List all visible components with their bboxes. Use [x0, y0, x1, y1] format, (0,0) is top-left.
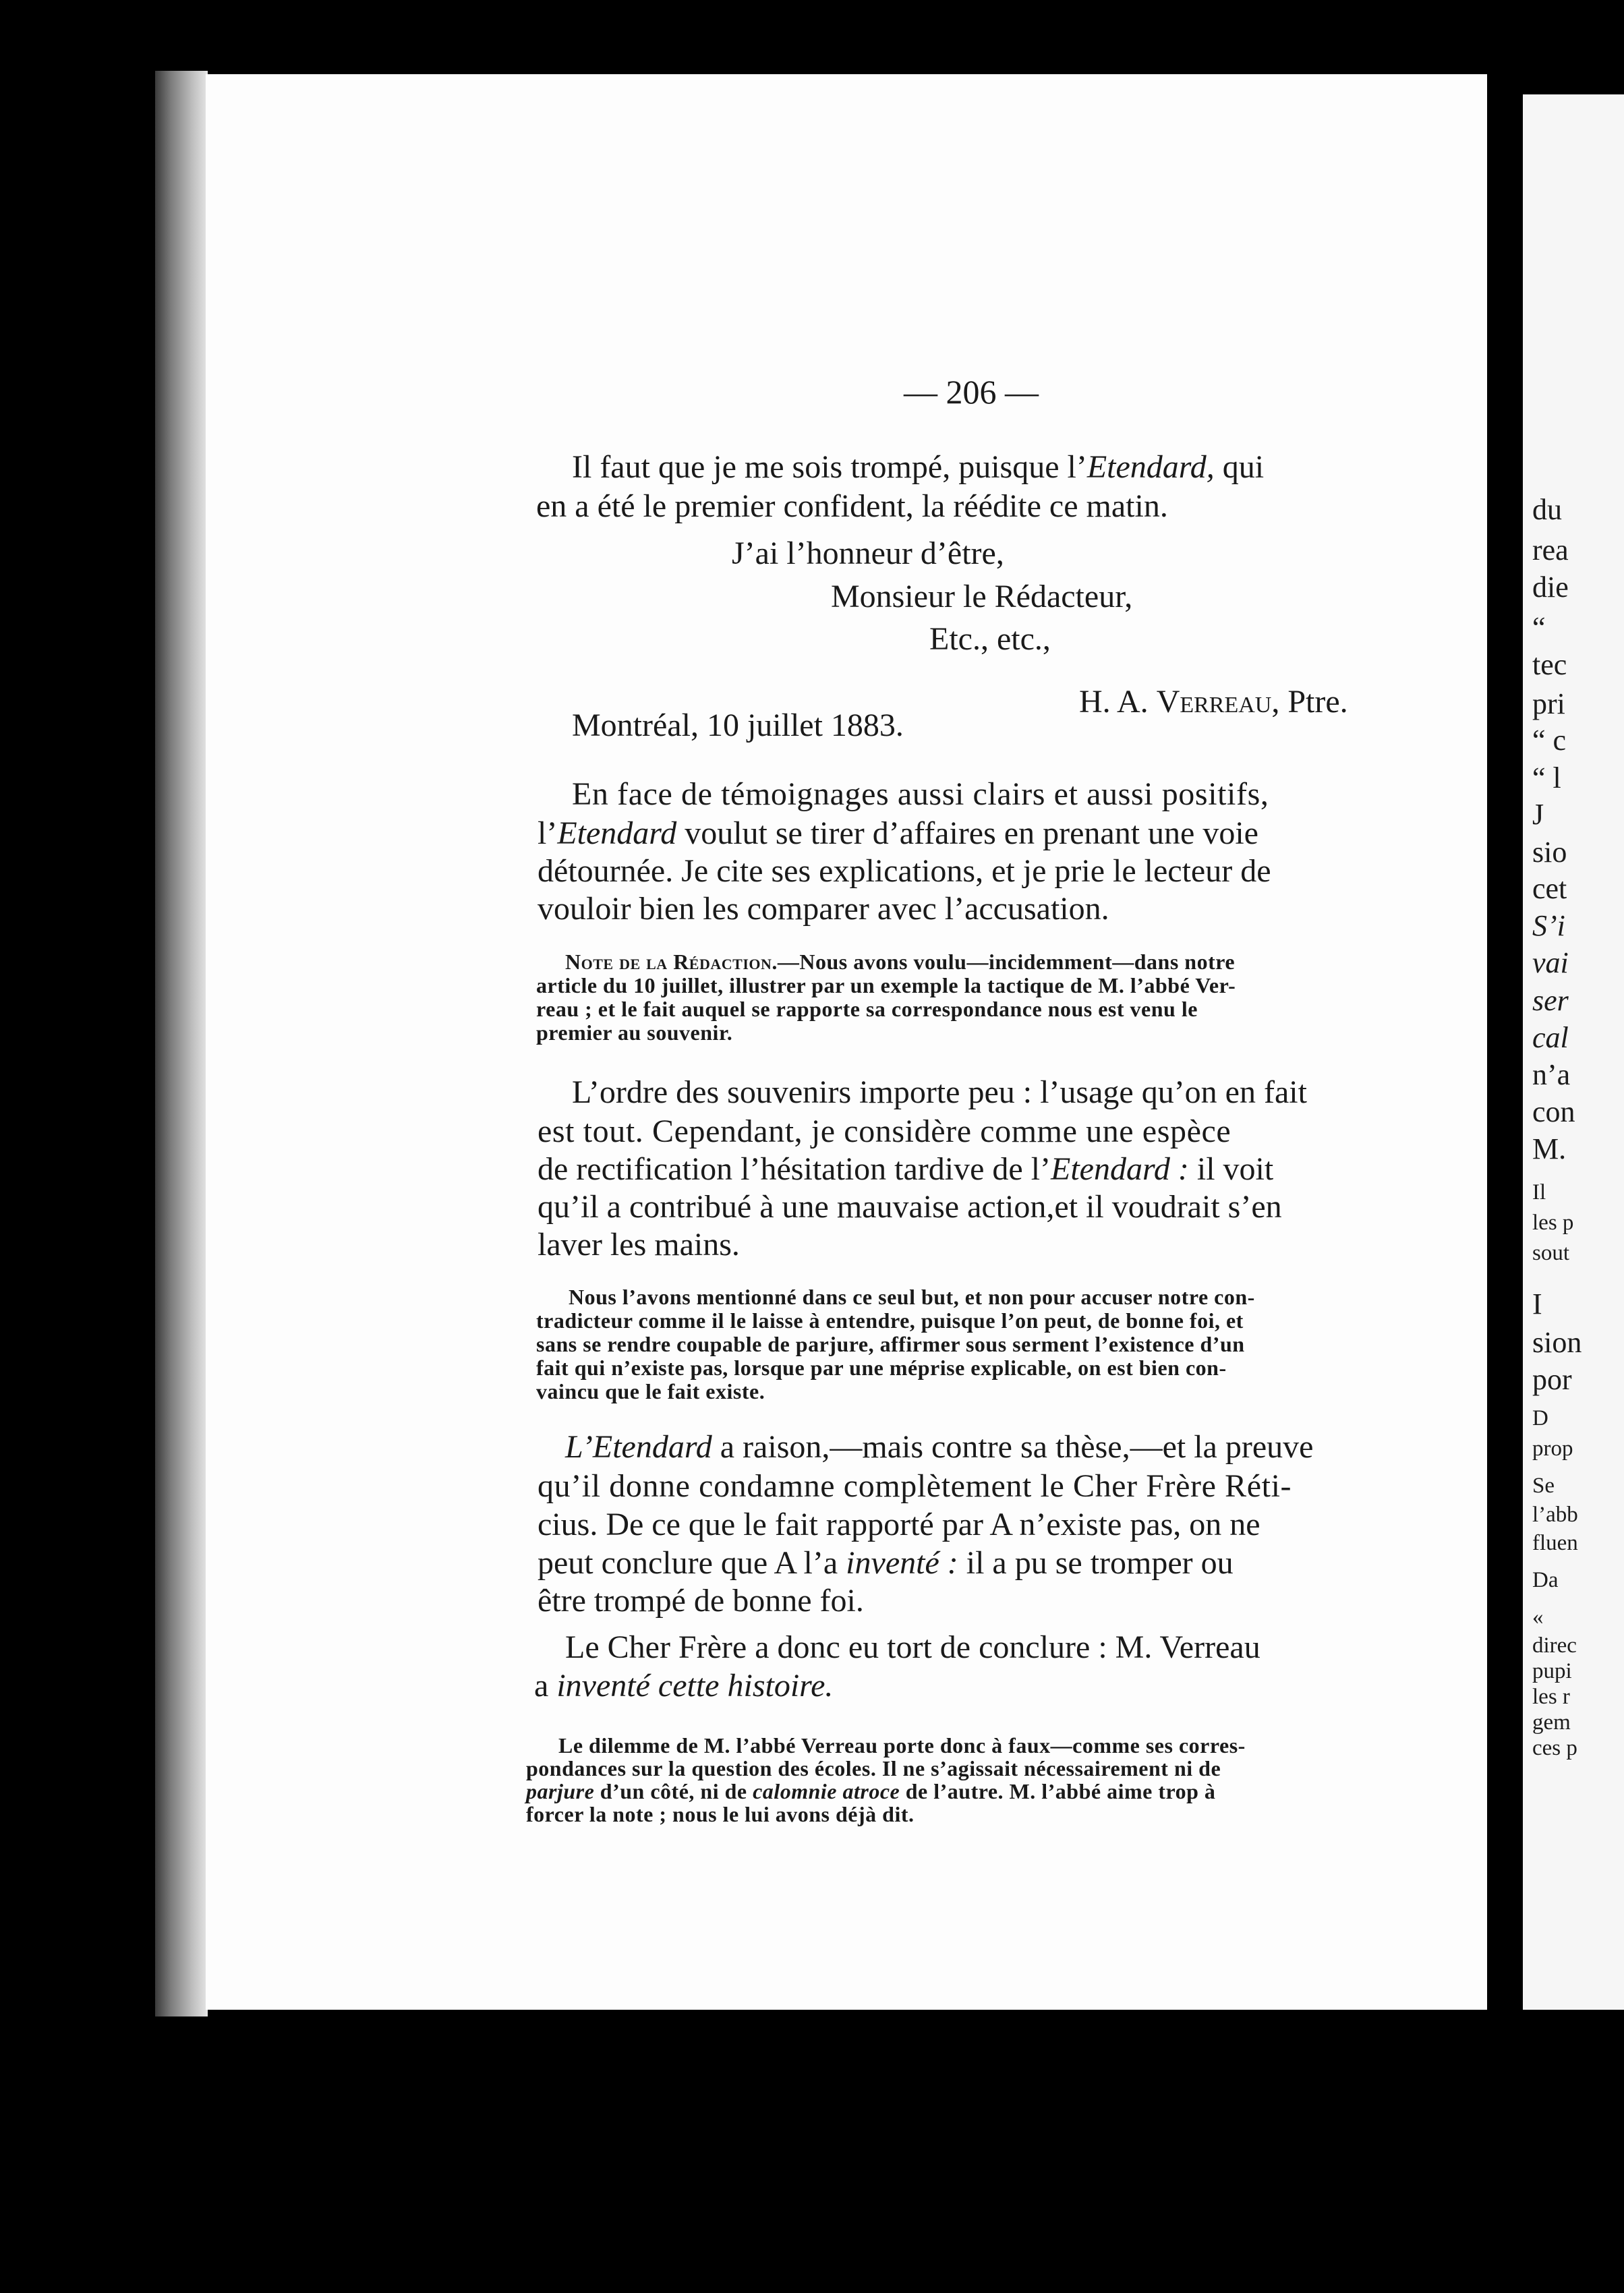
- salutation-line: Monsieur le Rédacteur,: [831, 579, 1133, 614]
- note-line: Note de la Rédaction.—Nous avons voulu—incidemment—dans notre: [565, 950, 1236, 974]
- note-line: reau ; et le fait auquel se rapporte sa correspondance nous est venu le: [536, 997, 1198, 1021]
- facing-page-fragment: S’i: [1532, 909, 1565, 942]
- note-line: fait qui n’existe pas, lorsque par une méprise explicable, on est bien con-: [536, 1356, 1227, 1380]
- text-line: L’ordre des souvenirs importe peu : l’usage qu’on en fait: [572, 1074, 1307, 1110]
- facing-page-fragment: gem: [1532, 1710, 1571, 1735]
- facing-page-fragment: Da: [1532, 1568, 1559, 1592]
- facing-page-fragment: cet: [1532, 872, 1567, 905]
- page-number: — 206 —: [904, 373, 1039, 411]
- page-binding-edge: [155, 71, 208, 2016]
- facing-page-fragment: cal: [1532, 1021, 1569, 1054]
- document-page: [206, 74, 1487, 2010]
- facing-page-fragment: pupi: [1532, 1659, 1572, 1683]
- facing-page-fragment: I: [1532, 1287, 1542, 1320]
- salutation-line: J’ai l’honneur d’être,: [732, 535, 1004, 571]
- text-line: a inventé cette histoire.: [534, 1668, 834, 1704]
- facing-page-fragment: prop: [1532, 1436, 1573, 1461]
- note-line: Nous l’avons mentionné dans ce seul but, et non pour accuser notre con-: [569, 1285, 1255, 1309]
- text-line: qu’il donne condamne complètement le Cher Frère Réti-: [538, 1468, 1292, 1504]
- note-line: vaincu que le fait existe.: [536, 1379, 765, 1403]
- salutation-line: Etc., etc.,: [929, 621, 1051, 657]
- facing-page-fragment: D: [1532, 1406, 1548, 1430]
- facing-page-fragment: “: [1532, 611, 1546, 644]
- note-line: Le dilemme de M. l’abbé Verreau porte donc à faux—comme ses corres-: [558, 1733, 1246, 1758]
- text-line: détournée. Je cite ses explications, et je prie le lecteur de: [538, 853, 1271, 889]
- note-line: parjure d’un côté, ni de calomnie atroce de l’autre. M. l’abbé aime trop à: [526, 1779, 1216, 1803]
- text-line: vouloir bien les comparer avec l’accusation.: [538, 891, 1109, 927]
- facing-page-fragment: l’abb: [1532, 1503, 1578, 1527]
- facing-page-fragment: tec: [1532, 648, 1567, 681]
- text-line: Le Cher Frère a donc eu tort de conclure : M. Verreau: [565, 1629, 1260, 1665]
- text-line: qu’il a contribué à une mauvaise action,et il voudrait s’en: [538, 1189, 1282, 1225]
- text-line: en a été le premier confident, la réédite ce matin.: [536, 488, 1168, 524]
- facing-page-fragment: Se: [1532, 1474, 1555, 1498]
- text-line: Il faut que je me sois trompé, puisque l’Etendard, qui: [572, 449, 1265, 485]
- note-line: pondances sur la question des écoles. Il ne s’agissait nécessairement ni de: [526, 1756, 1221, 1780]
- text-line: peut conclure que A l’a inventé : il a pu se tromper ou: [538, 1545, 1234, 1581]
- facing-page: [1523, 94, 1624, 2010]
- facing-page-fragment: Il: [1532, 1180, 1546, 1204]
- facing-page-fragment: sout: [1532, 1241, 1570, 1265]
- text-line: être trompé de bonne foi.: [538, 1583, 864, 1619]
- text-line: de rectification l’hésitation tardive de l’Etendard : il voit: [538, 1151, 1274, 1187]
- text-line: l’Etendard voulut se tirer d’affaires en prenant une voie: [538, 815, 1258, 851]
- signature: H. A. Verreau, Ptre.: [1079, 684, 1348, 720]
- facing-page-fragment: «: [1532, 1605, 1544, 1629]
- facing-page-fragment: ces p: [1532, 1736, 1577, 1760]
- facing-page-fragment: J: [1532, 798, 1544, 831]
- facing-page-fragment: du: [1532, 493, 1562, 526]
- note-line: sans se rendre coupable de parjure, affirmer sous serment l’existence d’un: [536, 1332, 1245, 1356]
- facing-page-fragment: vai: [1532, 946, 1569, 979]
- text-line: L’Etendard a raison,—mais contre sa thèse,—et la preuve: [565, 1429, 1314, 1465]
- note-line: forcer la note ; nous le lui avons déjà dit.: [526, 1802, 915, 1826]
- facing-page-fragment: pri: [1532, 687, 1565, 720]
- date-line: Montréal, 10 juillet 1883.: [572, 707, 904, 743]
- text-line: cius. De ce que le fait rapporté par A n’existe pas, on ne: [538, 1507, 1260, 1542]
- facing-page-fragment: M.: [1532, 1132, 1567, 1165]
- note-line: premier au souvenir.: [536, 1020, 733, 1045]
- facing-page-fragment: die: [1532, 571, 1569, 604]
- facing-page-fragment: fluen: [1532, 1531, 1578, 1555]
- text-line: est tout. Cependant, je considère comme une espèce: [538, 1113, 1231, 1149]
- facing-page-fragment: con: [1532, 1095, 1575, 1128]
- facing-page-fragment: n’a: [1532, 1058, 1571, 1091]
- facing-page-fragment: rea: [1532, 533, 1569, 567]
- facing-page-fragment: por: [1532, 1363, 1572, 1396]
- text-line: laver les mains.: [538, 1227, 740, 1262]
- facing-page-fragment: sion: [1532, 1326, 1582, 1359]
- facing-page-fragment: ser: [1532, 984, 1569, 1017]
- note-line: article du 10 juillet, illustrer par un exemple la tactique de M. l’abbé Ver-: [536, 973, 1236, 997]
- text-line: En face de témoignages aussi clairs et aussi positifs,: [572, 776, 1269, 812]
- facing-page-fragment: sio: [1532, 836, 1567, 869]
- note-line: tradicteur comme il le laisse à entendre, puisque l’on peut, de bonne foi, et: [536, 1308, 1244, 1333]
- facing-page-fragment: “ c: [1532, 724, 1567, 757]
- facing-page-fragment: les r: [1532, 1685, 1570, 1709]
- facing-page-fragment: les p: [1532, 1211, 1574, 1235]
- facing-page-fragment: “ l: [1532, 761, 1561, 794]
- facing-page-fragment: direc: [1532, 1633, 1577, 1658]
